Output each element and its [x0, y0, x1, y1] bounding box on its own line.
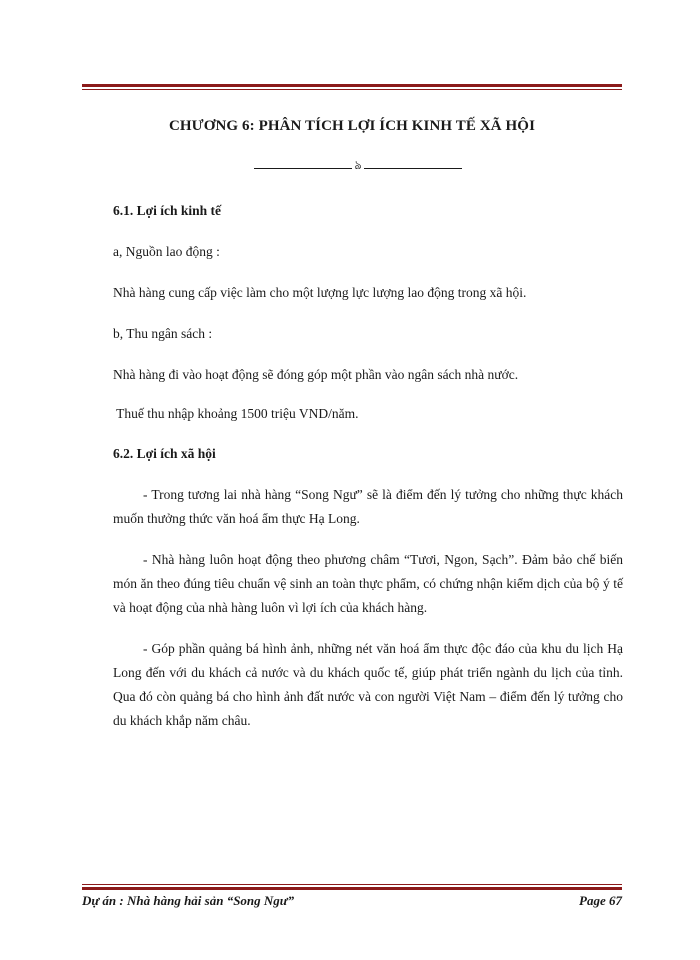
footer-project: Dự án : Nhà hàng hải sản “Song Ngư” [82, 893, 295, 908]
paragraph-3: - Góp phần quảng bá hình ảnh, những nét văn hoá ẩm thực độc đáo của khu du lịch Hạ Long đến với du khách cả nước và du khách quốc tế, giúp phát triển ngành du lịch của tỉnh. Qua đó còn quảng bá cho hình ảnh đất nước và con người Việt Nam – điểm đến lý tưởng cho du khách khắp năm châu. [113, 641, 623, 728]
tax-text: Thuế thu nhập khoảng 1500 triệu VND/năm. [113, 406, 359, 421]
footer-page-number: Page 67 [579, 893, 622, 908]
title-ornament [244, 158, 472, 172]
sub-a-label: a, Nguồn lao động : [113, 244, 220, 259]
sub-a-text: Nhà hàng cung cấp việc làm cho một lượng lực lượng lao động trong xã hội. [113, 285, 527, 300]
chapter-title: CHƯƠNG 6: PHÂN TÍCH LỢI ÍCH KINH TẾ XÃ HỘI [168, 118, 536, 134]
ornament-line-right [364, 168, 462, 169]
paragraph-2: - Nhà hàng luôn hoạt động theo phương châm “Tươi, Ngon, Sạch”. Đảm bảo chế biến món ăn theo đúng tiêu chuẩn vệ sinh an toàn thực phẩm, có chứng nhận kiểm dịch của bộ ý tế và hoạt động của nhà hàng luôn vì lợi ích của khách hàng. [113, 552, 623, 615]
page-footer [82, 893, 622, 909]
sub-b-label: b, Thu ngân sách : [113, 326, 213, 341]
header-rule [82, 84, 622, 90]
flourish-icon: ঌ [354, 158, 362, 172]
sub-b-text: Nhà hàng đi vào hoạt động sẽ đóng góp một phần vào ngân sách nhà nước. [113, 367, 519, 382]
paragraph-1: - Trong tương lai nhà hàng “Song Ngư” sẽ là điểm đến lý tưởng cho những thực khách muốn thưởng thức văn hoá ẩm thực Hạ Long. [113, 487, 623, 526]
section-1-heading: 6.1. Lợi ích kinh tế [113, 203, 221, 218]
ornament-line-left [254, 168, 352, 169]
footer-rule [82, 884, 622, 890]
document-body [113, 199, 623, 733]
section-2-heading: 6.2. Lợi ích xã hội [113, 446, 216, 461]
